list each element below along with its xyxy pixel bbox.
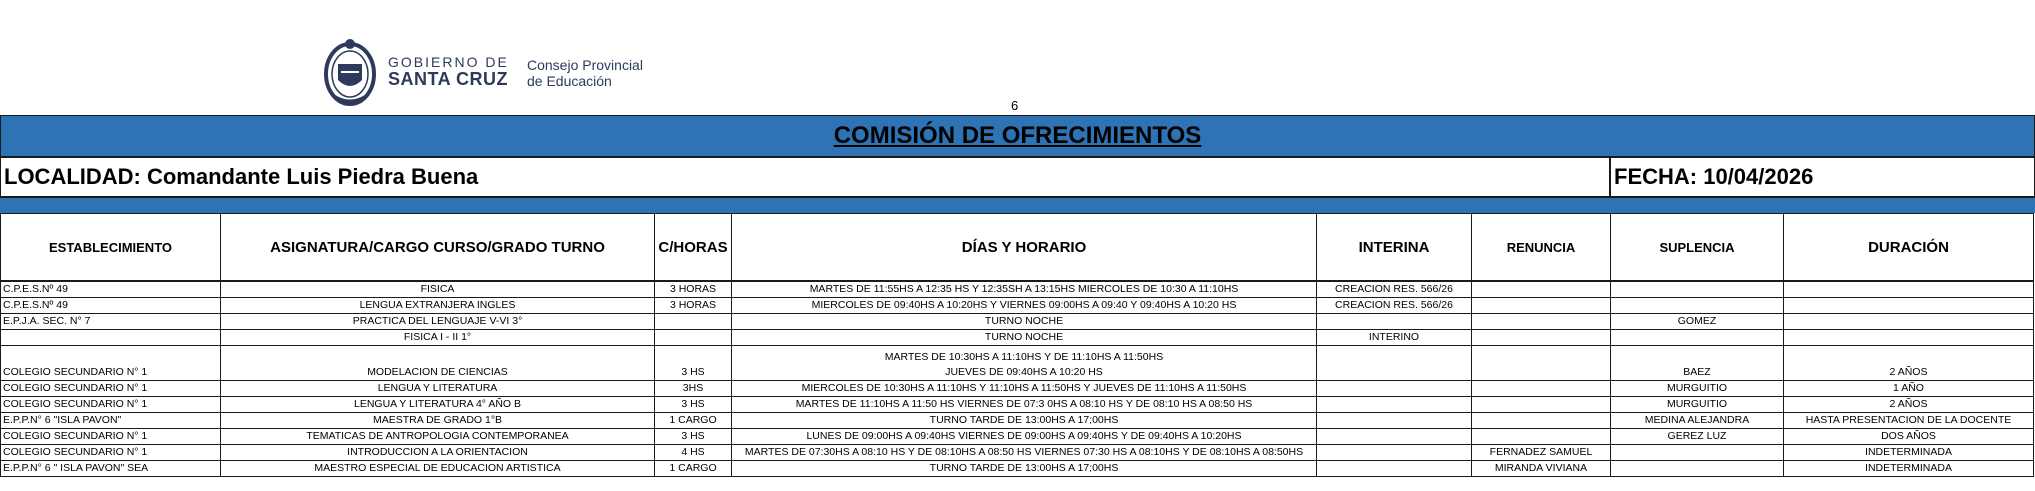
cell-horas: 3 HORAS bbox=[655, 298, 732, 314]
cell-horas: 3 HS bbox=[655, 397, 732, 413]
cell-asignatura: LENGUA EXTRANJERA INGLES bbox=[221, 298, 655, 314]
fecha-label: FECHA: 10/04/2026 bbox=[1614, 164, 1814, 189]
cell-duracion bbox=[1784, 281, 2034, 298]
cell-interina: CREACION RES. 566/26 bbox=[1317, 281, 1472, 298]
cell-renuncia bbox=[1472, 397, 1611, 413]
cell-suplencia bbox=[1611, 330, 1784, 346]
header-suplencia: SUPLENCIA bbox=[1611, 214, 1784, 282]
cell-asignatura: FISICA bbox=[221, 281, 655, 298]
cell-suplencia bbox=[1611, 445, 1784, 461]
cell-interina bbox=[1317, 346, 1472, 381]
cell-renuncia bbox=[1472, 298, 1611, 314]
cell-renuncia bbox=[1472, 381, 1611, 397]
location-date-row bbox=[0, 157, 2035, 198]
cell-interina: CREACION RES. 566/26 bbox=[1317, 298, 1472, 314]
cell-suplencia bbox=[1611, 298, 1784, 314]
header-horas: C/HORAS bbox=[655, 214, 732, 282]
cell-establecimiento: E.P.J.A. SEC. N° 7 bbox=[1, 314, 221, 330]
cell-interina bbox=[1317, 314, 1472, 330]
cell-duracion: HASTA PRESENTACION DE LA DOCENTE bbox=[1784, 413, 2034, 429]
consejo-line1: Consejo Provincial bbox=[527, 57, 643, 73]
cell-interina bbox=[1317, 413, 1472, 429]
cell-horas: 1 CARGO bbox=[655, 413, 732, 429]
table-row bbox=[1, 330, 2034, 346]
gobierno-line2: SANTA CRUZ bbox=[388, 68, 508, 89]
cell-establecimiento: E.P.P.N° 6 "ISLA PAVON" bbox=[1, 413, 221, 429]
cell-dias: LUNES DE 09:00HS A 09:40HS VIERNES DE 09:00HS A 09:40HS Y DE 09:40HS A 10:20HS bbox=[732, 429, 1317, 445]
cell-duracion: DOS AÑOS bbox=[1784, 429, 2034, 445]
header-establecimiento: ESTABLECIMIENTO bbox=[1, 214, 221, 282]
offers-table bbox=[0, 213, 2034, 477]
header-dias: DÍAS Y HORARIO bbox=[732, 214, 1317, 282]
cell-dias-line1: MARTES DE 10:30HS A 11:10HS Y DE 11:10HS A 11:50HS bbox=[884, 351, 1164, 363]
cell-dias: TURNO NOCHE bbox=[732, 314, 1317, 330]
cell-horas: 1 CARGO bbox=[655, 461, 732, 477]
separator-band bbox=[0, 198, 2035, 213]
gobierno-line1: GOBIERNO DE bbox=[388, 54, 509, 70]
cell-duracion: 1 AÑO bbox=[1784, 381, 2034, 397]
cell-suplencia: GOMEZ bbox=[1611, 314, 1784, 330]
cell-establecimiento: COLEGIO SECUNDARIO N° 1 bbox=[1, 397, 221, 413]
cell-dias: MARTES DE 11:10HS A 11:50 HS VIERNES DE 07:3 0HS A 08:10 HS Y DE 08:10 HS A 08:50 HS bbox=[732, 397, 1317, 413]
localidad-cell bbox=[1, 158, 1611, 196]
cell-establecimiento: E.P.P.N° 6 " ISLA PAVON" SEA bbox=[1, 461, 221, 477]
table-header-row bbox=[1, 214, 2034, 282]
cell-suplencia: BAEZ bbox=[1611, 346, 1784, 381]
cell-horas: 4 HS bbox=[655, 445, 732, 461]
table-row bbox=[1, 346, 2034, 381]
cell-asignatura: INTRODUCCION A LA ORIENTACION bbox=[221, 445, 655, 461]
cell-renuncia: FERNADEZ SAMUEL bbox=[1472, 445, 1611, 461]
cell-asignatura: MAESTRA DE GRADO 1°B bbox=[221, 413, 655, 429]
cell-dias: MIERCOLES DE 10:30HS A 11:10HS Y 11:10HS A 11:50HS Y JUEVES DE 11:10HS A 11:50HS bbox=[732, 381, 1317, 397]
cell-asignatura: LENGUA Y LITERATURA 4° AÑO B bbox=[221, 397, 655, 413]
document-header bbox=[0, 0, 2035, 115]
cell-asignatura: TEMATICAS DE ANTROPOLOGIA CONTEMPORANEA bbox=[221, 429, 655, 445]
table-row bbox=[1, 298, 2034, 314]
header-asignatura: ASIGNATURA/CARGO CURSO/GRADO TURNO bbox=[221, 214, 655, 282]
cell-interina bbox=[1317, 461, 1472, 477]
cell-suplencia: GEREZ LUZ bbox=[1611, 429, 1784, 445]
cell-duracion: INDETERMINADA bbox=[1784, 445, 2034, 461]
cell-duracion bbox=[1784, 330, 2034, 346]
cell-horas: 3HS bbox=[655, 381, 732, 397]
cell-establecimiento bbox=[1, 330, 221, 346]
cell-renuncia bbox=[1472, 429, 1611, 445]
cell-dias-line2: JUEVES DE 09:40HS A 10:20 HS bbox=[945, 366, 1103, 378]
table-row bbox=[1, 413, 2034, 429]
cell-duracion: 2 AÑOS bbox=[1784, 346, 2034, 381]
cell-horas: 3 HS bbox=[655, 429, 732, 445]
cell-horas bbox=[655, 330, 732, 346]
page-title: COMISIÓN DE OFRECIMIENTOS bbox=[833, 122, 1202, 149]
cell-duracion bbox=[1784, 314, 2034, 330]
cell-suplencia bbox=[1611, 461, 1784, 477]
localidad-label: LOCALIDAD: Comandante Luis Piedra Buena bbox=[4, 164, 479, 189]
header-duracion: DURACIÓN bbox=[1784, 214, 2034, 282]
cell-dias bbox=[732, 346, 1317, 381]
cell-establecimiento: C.P.E.S.Nº 49 bbox=[1, 298, 221, 314]
consejo-line2: de Educación bbox=[527, 73, 612, 90]
cell-dias: TURNO TARDE DE 13:00HS A 17;00HS bbox=[732, 413, 1317, 429]
cell-suplencia bbox=[1611, 281, 1784, 298]
cell-asignatura: MODELACION DE CIENCIAS bbox=[221, 346, 655, 381]
header-renuncia: RENUNCIA bbox=[1472, 214, 1611, 282]
cell-renuncia bbox=[1472, 314, 1611, 330]
cell-asignatura: PRACTICA DEL LENGUAJE V-VI 3° bbox=[221, 314, 655, 330]
cell-duracion: INDETERMINADA bbox=[1784, 461, 2034, 477]
cell-horas: 3 HORAS bbox=[655, 281, 732, 298]
cell-interina bbox=[1317, 381, 1472, 397]
cell-renuncia bbox=[1472, 346, 1611, 381]
cell-asignatura: MAESTRO ESPECIAL DE EDUCACION ARTISTICA bbox=[221, 461, 655, 477]
table-row bbox=[1, 314, 2034, 330]
cell-horas bbox=[655, 314, 732, 330]
page-number: 6 bbox=[1011, 98, 1019, 113]
cell-asignatura: LENGUA Y LITERATURA bbox=[221, 381, 655, 397]
title-banner bbox=[0, 115, 2035, 158]
cell-duracion bbox=[1784, 298, 2034, 314]
table-row bbox=[1, 281, 2034, 298]
cell-asignatura: FISICA I - II 1° bbox=[221, 330, 655, 346]
header-interina: INTERINA bbox=[1317, 214, 1472, 282]
cell-suplencia: MEDINA ALEJANDRA bbox=[1611, 413, 1784, 429]
cell-interina bbox=[1317, 397, 1472, 413]
cell-renuncia bbox=[1472, 330, 1611, 346]
cell-renuncia bbox=[1472, 281, 1611, 298]
cell-establecimiento: COLEGIO SECUNDARIO N° 1 bbox=[1, 346, 221, 381]
table-row bbox=[1, 381, 2034, 397]
cell-suplencia: MURGUITIO bbox=[1611, 381, 1784, 397]
cell-dias: TURNO NOCHE bbox=[732, 330, 1317, 346]
cell-establecimiento: COLEGIO SECUNDARIO N° 1 bbox=[1, 381, 221, 397]
cell-interina bbox=[1317, 429, 1472, 445]
gobierno-wordmark bbox=[388, 55, 509, 89]
cell-dias: MARTES DE 07:30HS A 08:10 HS Y DE 08:10HS A 08:50 HS VIERNES 07:30 HS A 08:10HS Y DE 08:10HS A 08:50HS bbox=[732, 445, 1317, 461]
table-row bbox=[1, 445, 2034, 461]
cell-horas: 3 HS bbox=[655, 346, 732, 381]
table-body bbox=[1, 281, 2034, 477]
cell-dias: MIERCOLES DE 09:40HS A 10:20HS Y VIERNES 09:00HS A 09:40 Y 09:40HS A 10:20 HS bbox=[732, 298, 1317, 314]
cell-renuncia: MIRANDA VIVIANA bbox=[1472, 461, 1611, 477]
cell-establecimiento: COLEGIO SECUNDARIO N° 1 bbox=[1, 429, 221, 445]
cell-duracion: 2 AÑOS bbox=[1784, 397, 2034, 413]
cell-renuncia bbox=[1472, 413, 1611, 429]
table-row bbox=[1, 429, 2034, 445]
cell-interina: INTERINO bbox=[1317, 330, 1472, 346]
cell-suplencia: MURGUITIO bbox=[1611, 397, 1784, 413]
cell-establecimiento: COLEGIO SECUNDARIO N° 1 bbox=[1, 445, 221, 461]
cell-establecimiento: C.P.E.S.Nº 49 bbox=[1, 281, 221, 298]
cell-interina bbox=[1317, 445, 1472, 461]
table-row bbox=[1, 397, 2034, 413]
table-row bbox=[1, 461, 2034, 477]
cell-dias: TURNO TARDE DE 13:00HS A 17;00HS bbox=[732, 461, 1317, 477]
consejo-wordmark bbox=[527, 57, 643, 89]
coat-of-arms-icon bbox=[322, 34, 378, 108]
cell-dias: MARTES DE 11:55HS A 12:35 HS Y 12:35SH A 13:15HS MIERCOLES DE 10:30 A 11:10HS bbox=[732, 281, 1317, 298]
fecha-cell bbox=[1611, 158, 2031, 196]
